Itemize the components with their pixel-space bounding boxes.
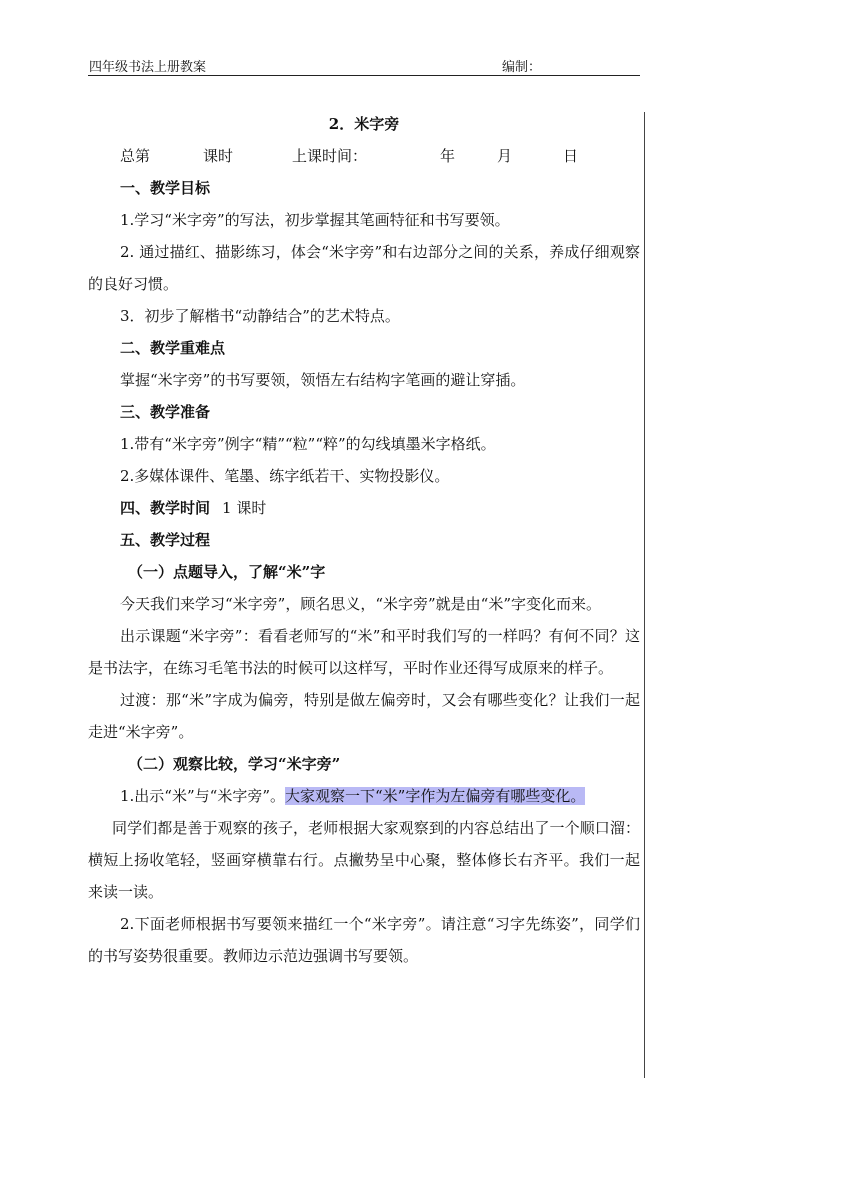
paragraph: 同学们都是善于观察的孩子，老师根据大家观察到的内容总结出了一个顺口溜：横短上扬收笔轻，竖画穿横靠右行。点撇势呈中心聚，整体修长右齐平。我们一起来读一读。 bbox=[88, 819, 640, 901]
goal-item: 2. 通过描红、描影练习，体会“米字旁”和右边部分之间的关系，养成仔细观察的良好习惯。 bbox=[88, 243, 640, 293]
preparation-heading: 三、教学准备 bbox=[120, 403, 211, 421]
subsection-heading: （二）观察比较，学习“米字旁” bbox=[128, 755, 341, 773]
class-time-label: 上课时间： bbox=[292, 147, 368, 165]
teaching-time-row bbox=[88, 492, 640, 524]
right-margin-rule bbox=[644, 112, 645, 1078]
header-author-label: 编制： bbox=[502, 60, 542, 75]
lesson-schedule-line bbox=[88, 140, 640, 172]
preparation-item: 2.多媒体课件、笔墨、练字纸若干、实物投影仪。 bbox=[120, 467, 450, 485]
page-header bbox=[88, 55, 640, 76]
teaching-time-heading: 四、教学时间 bbox=[120, 499, 211, 517]
subsection-heading: （一）点题导入，了解“米”字 bbox=[128, 563, 326, 581]
process-heading: 五、教学过程 bbox=[120, 531, 211, 549]
paragraph: 2.下面老师根据书写要领来描红一个“米字旁”。请注意“习字先练姿”，同学们的书写姿势很重要。教师边示范边强调书写要领。 bbox=[88, 915, 640, 965]
lesson-plan-body bbox=[88, 108, 640, 972]
paragraph: 今天我们来学习“米字旁”，顾名思义，“米字旁”就是由“米”字变化而来。 bbox=[120, 595, 602, 613]
header-title: 四年级书法上册教案 bbox=[89, 60, 207, 75]
preparation-item: 1.带有“米字旁”例字“精”“粒”“粹”的勾线填墨米字格纸。 bbox=[120, 435, 496, 453]
goal-item: 3．初步了解楷书“动静结合”的艺术特点。 bbox=[120, 307, 400, 325]
month-label: 月 bbox=[497, 147, 513, 165]
paragraph: 出示课题“米字旁”：看看老师写的“米”和平时我们写的一样吗？有何不同？这是书法字，在练习毛笔书法的时候可以这样写，平时作业还得写成原来的样子。 bbox=[88, 627, 640, 677]
year-label: 年 bbox=[440, 147, 456, 165]
key-points-heading: 二、教学重难点 bbox=[120, 339, 226, 357]
teaching-time-value: 1 课时 bbox=[222, 499, 267, 517]
period-label: 课时 bbox=[203, 147, 234, 165]
highlighted-text[interactable]: 大家观察一下“米”字作为左偏旁有哪些变化。 bbox=[285, 787, 586, 805]
lesson-title: 2．米字旁 bbox=[328, 115, 400, 133]
key-points-text: 掌握“米字旁”的书写要领，领悟左右结构字笔画的避让穿插。 bbox=[120, 371, 526, 389]
goal-item: 1.学习“米字旁”的写法，初步掌握其笔画特征和书写要领。 bbox=[120, 211, 510, 229]
goals-heading: 一、教学目标 bbox=[120, 179, 211, 197]
paragraph: 过渡：那“米”字成为偏旁，特别是做左偏旁时，又会有哪些变化？让我们一起走进“米字旁”。 bbox=[88, 691, 640, 741]
paragraph-text: 1.出示“米”与“米字旁”。 bbox=[120, 787, 285, 805]
total-label: 总第 bbox=[120, 147, 151, 165]
day-label: 日 bbox=[563, 147, 579, 165]
paragraph bbox=[88, 780, 640, 812]
